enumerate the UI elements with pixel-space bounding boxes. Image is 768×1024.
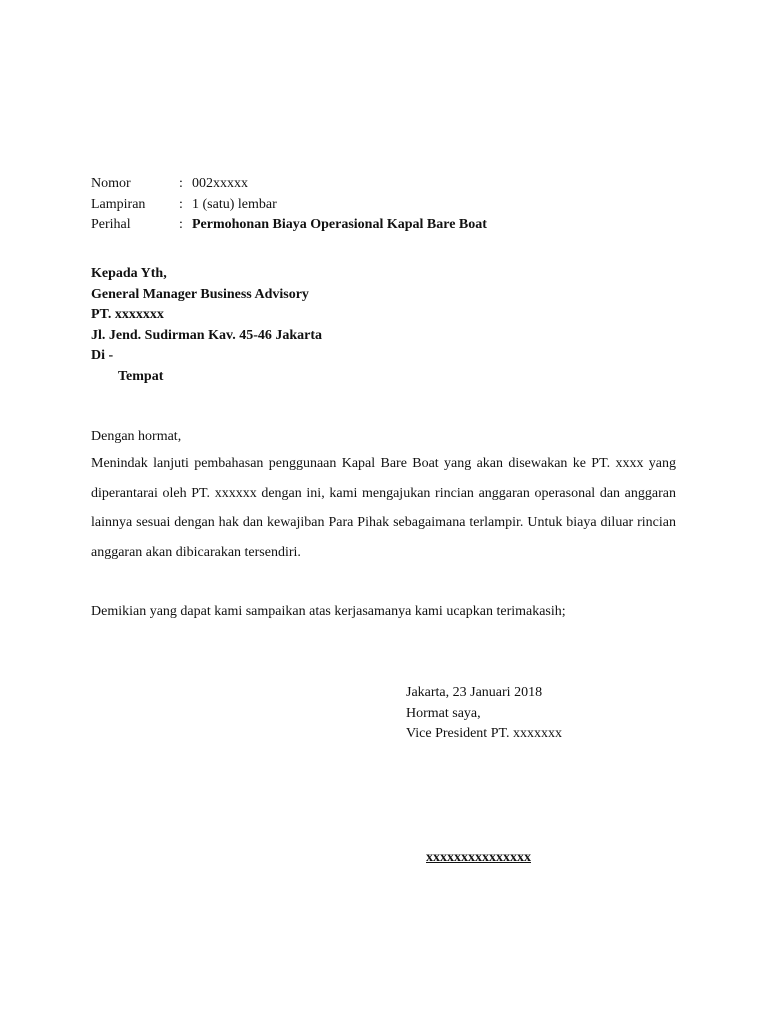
perihal-colon: :	[179, 217, 183, 232]
signature-block	[406, 683, 562, 745]
meta-row-nomor	[91, 174, 487, 195]
signer-title: Vice President PT. xxxxxxx	[406, 726, 562, 741]
letter-body	[91, 427, 676, 567]
recipient-position: General Manager Business Advisory	[91, 286, 309, 302]
closing-sentence: Demikian yang dapat kami sampaikan atas kerjasamanya kami ucapkan terimakasih;	[91, 604, 566, 619]
nomor-value: 002xxxxx	[192, 176, 248, 191]
recipient-address: Jl. Jend. Sudirman Kav. 45-46 Jakarta	[91, 327, 323, 343]
nomor-colon: :	[179, 176, 183, 191]
lampiran-label: Lampiran	[91, 196, 146, 212]
body-paragraph: Menindak lanjuti pembahasan penggunaan Kapal Bare Boat yang akan disewakan ke PT. xxxx yang diperantarai oleh PT. xxxxxx dengan ini, kami mengajukan rincian anggaran operasonal dan anggaran lainnya sesuai dengan hak dan kewajiban Para Pihak sebagaimana terlampir. Untuk biaya diluar rincian anggaran akan dibicarakan tersendiri.	[91, 456, 676, 560]
recipient-block	[91, 264, 322, 387]
meta-row-perihal	[91, 215, 487, 236]
perihal-value: Permohonan Biaya Operasional Kapal Bare Boat	[192, 217, 487, 232]
nomor-label: Nomor	[91, 176, 131, 191]
recipient-place: Tempat	[118, 368, 164, 384]
lampiran-colon: :	[179, 196, 183, 212]
lampiran-value: 1 (satu) lembar	[192, 196, 277, 212]
signer-name: xxxxxxxxxxxxxxx	[426, 850, 531, 865]
regards: Hormat saya,	[406, 705, 481, 721]
letter-meta	[91, 174, 487, 236]
salutation: Dengan hormat,	[91, 429, 182, 444]
meta-row-lampiran	[91, 195, 487, 216]
place-date: Jakarta, 23 Januari 2018	[406, 685, 543, 700]
perihal-label: Perihal	[91, 217, 131, 232]
recipient-company: PT. xxxxxxx	[91, 307, 164, 322]
recipient-greeting: Kepada Yth,	[91, 266, 167, 281]
recipient-di: Di -	[91, 348, 114, 363]
